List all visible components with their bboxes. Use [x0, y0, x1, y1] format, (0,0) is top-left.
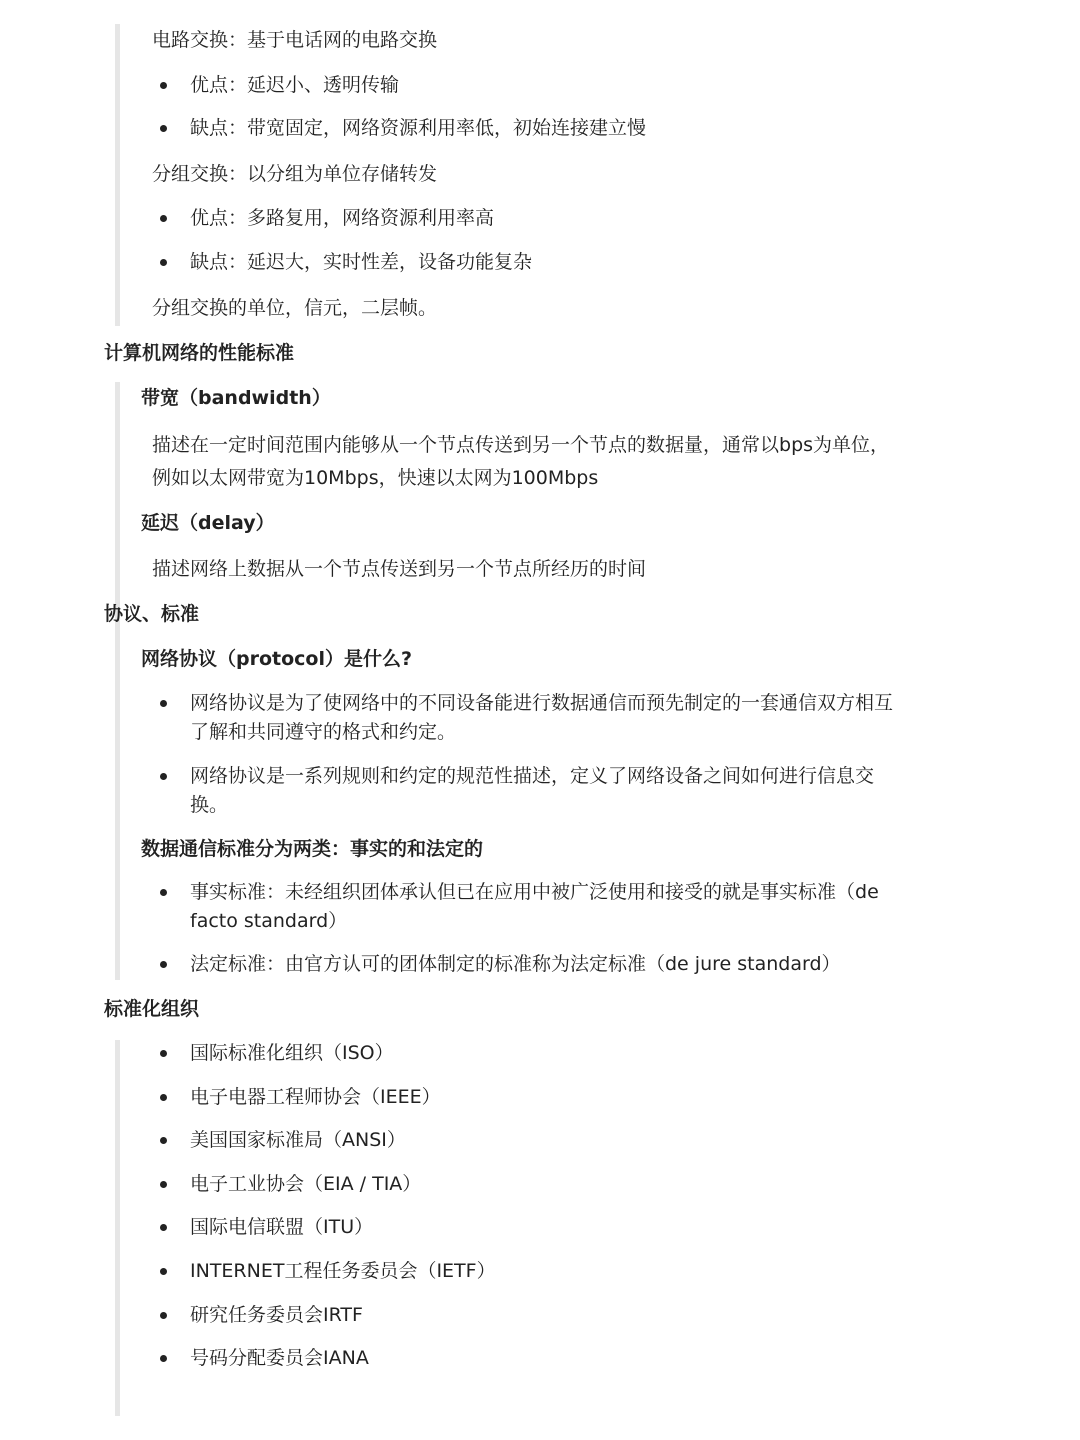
- list-text: INTERNET工程任务委员会（IETF）: [190, 1260, 496, 1282]
- list-text: 了解和共同遵守的格式和约定。: [190, 721, 457, 743]
- bullet-icon: [160, 82, 167, 89]
- bullet-icon: [160, 961, 167, 968]
- bullet-icon: [160, 1355, 167, 1362]
- list-text: 国际标准化组织（ISO）: [190, 1042, 394, 1064]
- subheading-delay: 延迟（delay）: [141, 512, 275, 534]
- bullet-icon: [160, 215, 167, 222]
- heading-orgs: 标准化组织: [104, 998, 200, 1020]
- bullet-icon: [160, 1224, 167, 1231]
- list-text: 事实标准：未经组织团体承认但已在应用中被广泛使用和接受的就是事实标准（de: [190, 881, 879, 903]
- circuit-title: 电路交换：基于电话网的电路交换: [152, 29, 438, 51]
- bullet-icon: [160, 259, 167, 266]
- subheading-bandwidth: 带宽（bandwidth）: [141, 387, 331, 409]
- list-text: 国际电信联盟（ITU）: [190, 1216, 374, 1238]
- packet-title: 分组交换：以分组为单位存储转发: [152, 163, 438, 185]
- bullet-icon: [160, 1268, 167, 1275]
- list-text: 缺点：带宽固定，网络资源利用率低，初始连接建立慢: [190, 117, 647, 139]
- subheading-protocol: 网络协议（protocol）是什么?: [141, 648, 413, 670]
- bullet-icon: [160, 700, 167, 707]
- heading-performance: 计算机网络的性能标准: [104, 342, 295, 364]
- bullet-icon: [160, 1137, 167, 1144]
- quote-bar: [115, 382, 120, 980]
- list-text: 网络协议是一系列规则和约定的规范性描述，定义了网络设备之间如何进行信息交: [190, 765, 875, 787]
- bandwidth-desc: 描述在一定时间范围内能够从一个节点传送到另一个节点的数据量，通常以bps为单位，: [152, 434, 890, 456]
- heading-protocol: 协议、标准: [104, 603, 200, 625]
- packet-unit: 分组交换的单位，信元，二层帧。: [152, 297, 438, 319]
- list-text: 号码分配委员会IANA: [190, 1347, 369, 1369]
- list-text: 电子电器工程师协会（IEEE）: [190, 1086, 441, 1108]
- list-text: facto standard）: [190, 910, 348, 932]
- list-text: 网络协议是为了使网络中的不同设备能进行数据通信而预先制定的一套通信双方相互: [190, 692, 894, 714]
- quote-bar: [115, 24, 120, 326]
- bullet-icon: [160, 1094, 167, 1101]
- list-text: 优点：多路复用，网络资源利用率高: [190, 207, 495, 229]
- list-text: 研究任务委员会IRTF: [190, 1304, 363, 1326]
- list-text: 法定标准：由官方认可的团体制定的标准称为法定标准（de jure standard）: [190, 953, 841, 975]
- bullet-icon: [160, 889, 167, 896]
- bullet-icon: [160, 1181, 167, 1188]
- bullet-icon: [160, 773, 167, 780]
- delay-desc: 描述网络上数据从一个节点传送到另一个节点所经历的时间: [152, 558, 647, 580]
- list-text: 缺点：延迟大，实时性差，设备功能复杂: [190, 251, 533, 273]
- list-text: 换。: [190, 794, 229, 816]
- bullet-icon: [160, 125, 167, 132]
- quote-bar: [115, 1040, 120, 1416]
- list-text: 美国国家标准局（ANSI）: [190, 1129, 406, 1151]
- list-text: 电子工业协会（EIA / TIA）: [190, 1173, 422, 1195]
- bullet-icon: [160, 1312, 167, 1319]
- bullet-icon: [160, 1050, 167, 1057]
- list-text: 优点：延迟小、透明传输: [190, 74, 400, 96]
- bandwidth-desc-2: 例如以太网带宽为10Mbps，快速以太网为100Mbps: [152, 467, 599, 489]
- subheading-standards: 数据通信标准分为两类：事实的和法定的: [141, 838, 484, 860]
